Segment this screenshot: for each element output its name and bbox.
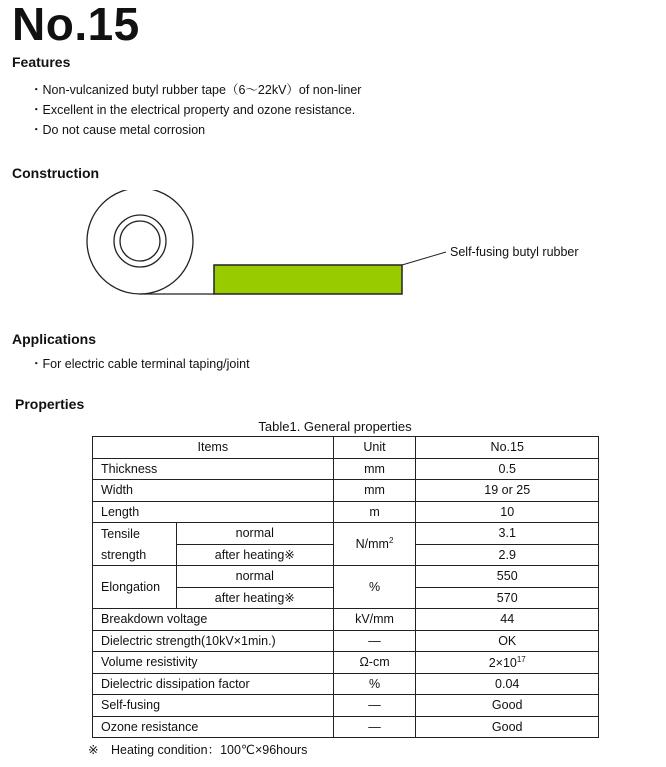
list-item: ・ Non-vulcanized butyl rubber tape（6～22kV）of non-liner xyxy=(30,80,361,100)
value-superscript: 17 xyxy=(516,654,526,664)
table-row xyxy=(93,630,599,652)
row-label: Tensile xyxy=(93,523,177,545)
row-sublabel: normal xyxy=(176,523,333,545)
properties-heading: Properties xyxy=(15,396,85,412)
row-value: 0.5 xyxy=(416,458,599,480)
row-label: Self-fusing xyxy=(93,695,334,717)
row-unit: Ω-cm xyxy=(333,652,416,674)
table-row xyxy=(93,501,599,523)
list-item: ・ For electric cable terminal taping/joint xyxy=(30,354,250,374)
row-unit: % xyxy=(333,566,416,609)
table-row xyxy=(93,566,599,588)
row-sublabel: normal xyxy=(176,566,333,588)
row-value: 19 or 25 xyxy=(416,480,599,502)
row-unit: mm xyxy=(333,458,416,480)
row-unit: ― xyxy=(333,695,416,717)
applications-heading: Applications xyxy=(12,331,97,347)
row-label: Ozone resistance xyxy=(93,716,334,738)
row-sublabel: after heating※ xyxy=(176,587,333,609)
table-row xyxy=(93,716,599,738)
heating-condition-footnote: ※ Heating condition：100℃×96hours xyxy=(88,743,308,757)
row-value: 44 xyxy=(416,609,599,631)
applications-list xyxy=(30,354,250,374)
row-value: 2.9 xyxy=(416,544,599,566)
row-value xyxy=(416,652,599,674)
features-list xyxy=(30,80,361,140)
table-row xyxy=(93,480,599,502)
row-unit: % xyxy=(333,673,416,695)
list-item: ・ Excellent in the electrical property and ozone resistance. xyxy=(30,100,361,120)
list-item: ・ Do not cause metal corrosion xyxy=(30,120,361,140)
table-row xyxy=(93,695,599,717)
row-unit: ― xyxy=(333,630,416,652)
row-unit: kV/mm xyxy=(333,609,416,631)
row-label: strength xyxy=(93,544,177,566)
table-row xyxy=(93,652,599,674)
table-row xyxy=(93,523,599,545)
row-unit: m xyxy=(333,501,416,523)
column-header-product: No.15 xyxy=(416,437,599,459)
features-heading: Features xyxy=(12,54,71,70)
row-label: Width xyxy=(93,480,334,502)
row-label: Elongation xyxy=(93,566,177,609)
construction-heading: Construction xyxy=(12,165,100,181)
row-value: 10 xyxy=(416,501,599,523)
column-header-items: Items xyxy=(93,437,334,459)
table-caption: Table1. General properties xyxy=(258,419,412,434)
tape-construction-diagram xyxy=(80,190,620,310)
row-unit xyxy=(333,523,416,566)
label-leader-line xyxy=(402,252,446,265)
row-value: 0.04 xyxy=(416,673,599,695)
row-value: OK xyxy=(416,630,599,652)
value-text: 2×10 xyxy=(488,655,517,670)
row-label: Dielectric strength(10kV×1min.) xyxy=(93,630,334,652)
tape-label: Self-fusing butyl rubber xyxy=(450,245,579,259)
row-value: 570 xyxy=(416,587,599,609)
unit-superscript: 2 xyxy=(388,536,394,546)
row-unit: mm xyxy=(333,480,416,502)
row-label: Dielectric dissipation factor xyxy=(93,673,334,695)
row-value: Good xyxy=(416,716,599,738)
page-title: No.15 xyxy=(12,0,140,50)
row-label: Breakdown voltage xyxy=(93,609,334,631)
butyl-rubber-tape-strip xyxy=(214,265,402,294)
row-value: Good xyxy=(416,695,599,717)
table-header-row xyxy=(93,437,599,459)
row-value: 3.1 xyxy=(416,523,599,545)
row-unit: ― xyxy=(333,716,416,738)
row-label: Thickness xyxy=(93,458,334,480)
table-row xyxy=(93,673,599,695)
tape-roll-core-inner xyxy=(120,221,160,261)
unit-text: N/mm xyxy=(355,537,389,552)
row-sublabel: after heating※ xyxy=(176,544,333,566)
row-label: Length xyxy=(93,501,334,523)
properties-table xyxy=(92,436,599,738)
table-row xyxy=(93,458,599,480)
column-header-unit: Unit xyxy=(333,437,416,459)
table-row xyxy=(93,609,599,631)
row-value: 550 xyxy=(416,566,599,588)
row-label: Volume resistivity xyxy=(93,652,334,674)
